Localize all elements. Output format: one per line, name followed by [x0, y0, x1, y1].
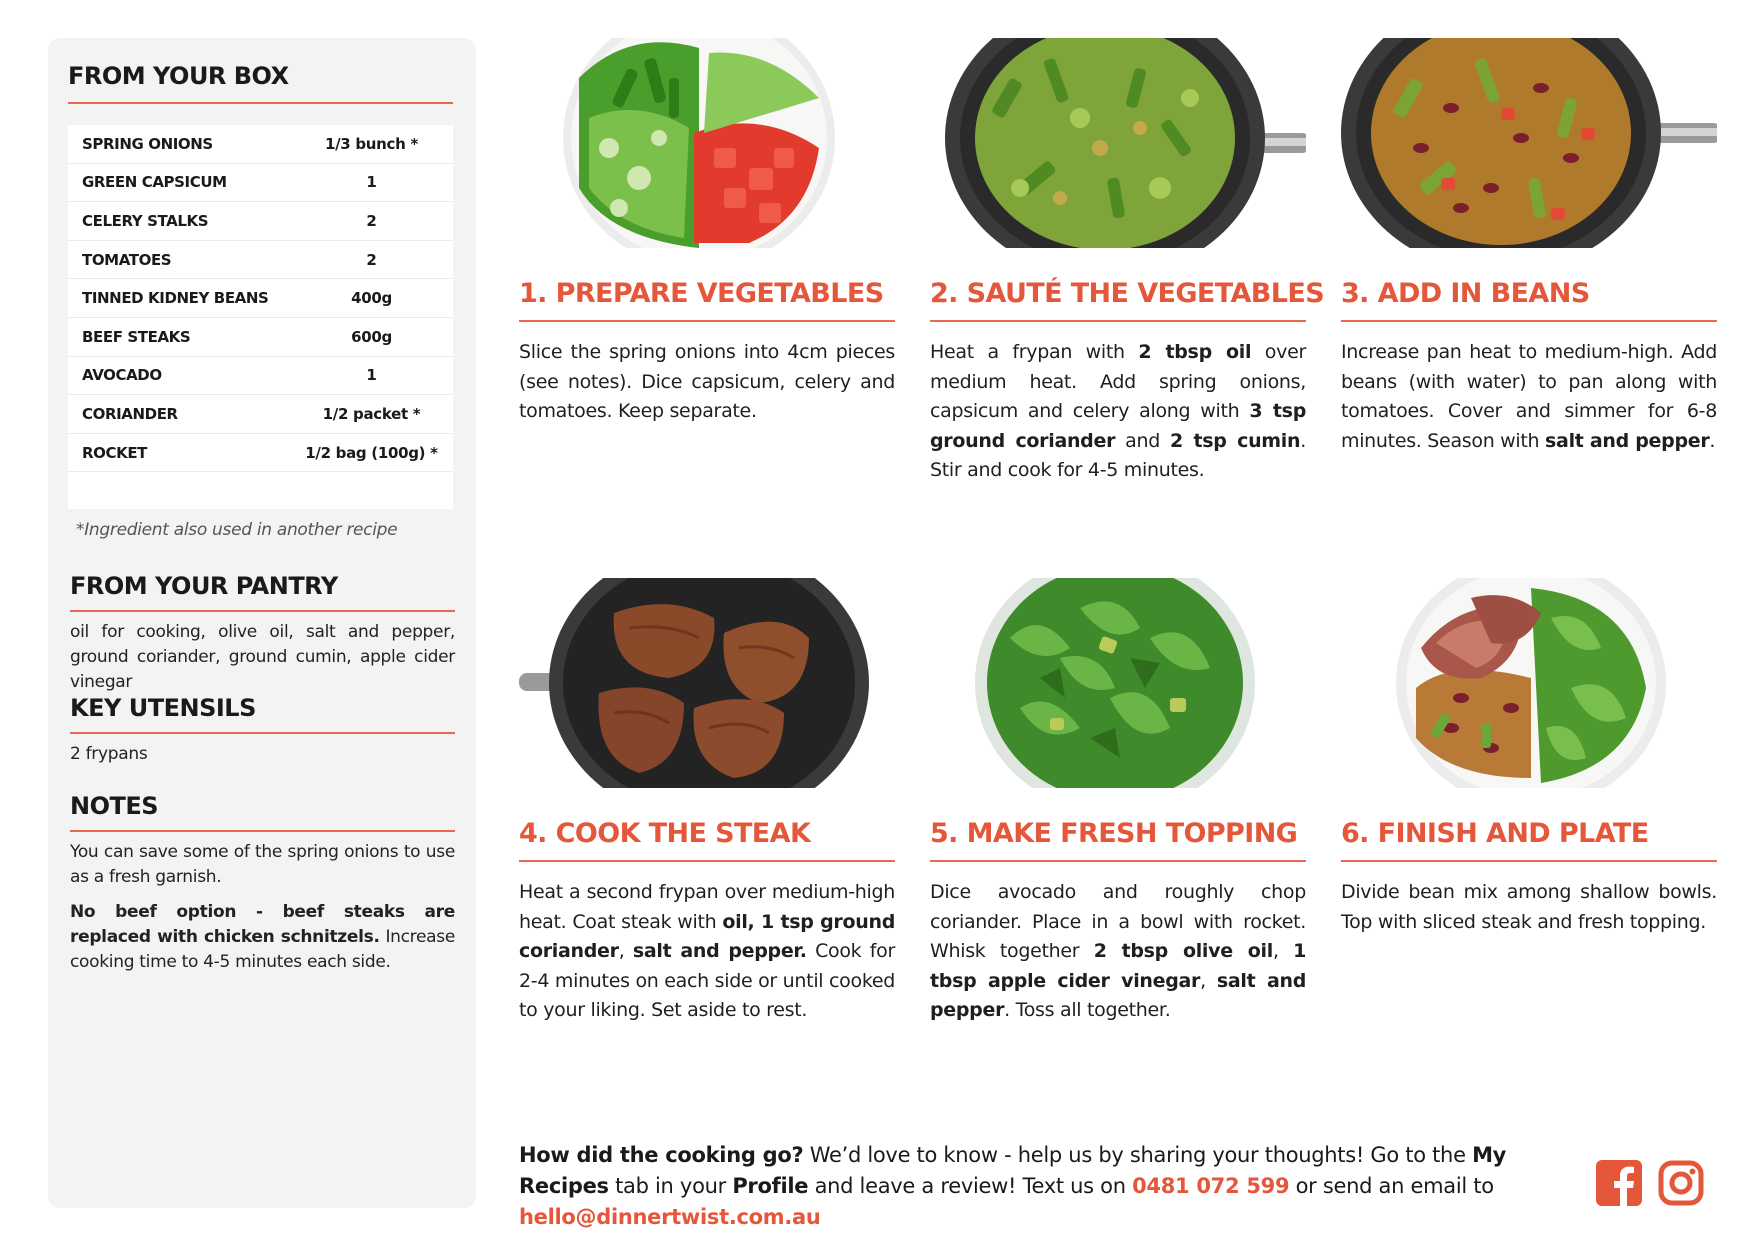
instruction-text: and [1115, 429, 1170, 452]
feedback-question: How did the cooking go? [519, 1143, 804, 1167]
instagram-icon[interactable] [1658, 1160, 1704, 1206]
step-6-title: 6. FINISH AND PLATE [1341, 818, 1649, 849]
ingredient-name: BEEF STEAKS [82, 327, 191, 346]
table-row [68, 279, 453, 318]
divider [930, 320, 1306, 322]
step-1-title: 1. PREPARE VEGETABLES [519, 278, 884, 309]
ingredient-name: ROCKET [82, 443, 148, 462]
ingredient-name: CELERY STALKS [82, 211, 209, 230]
facebook-icon[interactable] [1596, 1160, 1642, 1206]
table-row [68, 241, 453, 280]
footer-text: or send an email to [1289, 1174, 1494, 1198]
ingredient-quantity: 2 [366, 250, 377, 269]
ingredient-quantity: 400g [351, 289, 392, 308]
step-5-body [930, 878, 1306, 1026]
instruction-text: Slice the spring onions into 4cm pieces (see notes). Dice capsicum, celery and tomatoes. Keep separate. [519, 341, 895, 422]
instruction-text: , [1200, 969, 1217, 992]
step-1-body [519, 338, 895, 427]
bold-ingredient: salt and pepper. [632, 940, 807, 962]
instruction-text: , [618, 940, 633, 962]
bold-ingredient: 2 tbsp olive oil [1093, 940, 1273, 962]
footer-text: tab in your [608, 1174, 733, 1198]
ingredient-quantity: 1/2 bag (100g) * [305, 443, 438, 462]
utensils-title: KEY UTENSILS [70, 694, 256, 722]
instruction-text: . Stir and cook for 4-5 minutes. [930, 429, 1306, 481]
table-row [68, 318, 453, 357]
ingredient-name: SPRING ONIONS [82, 134, 213, 153]
steaks-pan-photo [519, 578, 895, 788]
my-recipes-link[interactable]: My Recipes [519, 1143, 1507, 1198]
ingredient-name: GREEN CAPSICUM [82, 173, 227, 192]
table-row [68, 202, 453, 241]
feedback-footer [519, 1140, 1579, 1233]
table-row [68, 434, 453, 473]
ingredient-quantity: 1/2 packet * [322, 404, 421, 423]
step-2-body [930, 338, 1306, 486]
notes-rest: Increase cooking time to 4-5 minutes each side. [70, 927, 455, 972]
bold-ingredient: 2 tbsp oil [1138, 341, 1252, 363]
divider [1341, 320, 1717, 322]
bold-ingredient: salt and pepper [1545, 429, 1710, 452]
ingredient-footnote: *Ingredient also used in another recipe [76, 520, 398, 540]
divider [519, 320, 895, 322]
table-row [68, 125, 453, 164]
bold-ingredient: oil, 1 tsp ground coriander [519, 910, 895, 962]
instruction-text: Dice avocado and roughly chop coriander. Place in a bowl with rocket. Whisk together [930, 881, 1306, 962]
box-ingredients-table [68, 125, 453, 509]
table-row [68, 395, 453, 434]
step-4-title: 4. COOK THE STEAK [519, 818, 811, 849]
bold-ingredient: 2 tsp cumin [1169, 429, 1301, 452]
divider [930, 860, 1306, 862]
step-4-body [519, 878, 895, 1026]
step-3-body [1341, 338, 1717, 456]
instruction-text: , [1272, 940, 1294, 962]
sauteed-vegetables-photo [930, 38, 1306, 248]
beans-vegetables-photo [1341, 38, 1717, 248]
chopped-vegetables-photo [519, 38, 895, 248]
step-2-title: 2. SAUTÉ THE VEGETABLES [930, 278, 1325, 309]
plated-dish-photo [1341, 578, 1717, 788]
divider [70, 610, 455, 612]
ingredient-name: TOMATOES [82, 250, 172, 269]
phone-link[interactable]: 0481 072 599 [1132, 1174, 1290, 1198]
instruction-text: Heat a second frypan over medium-high heat. Coat steak with [519, 881, 895, 933]
step-3-title: 3. ADD IN BEANS [1341, 278, 1590, 309]
ingredient-quantity: 2 [366, 211, 377, 230]
profile-link[interactable]: Profile [732, 1174, 809, 1198]
utensils-text: 2 frypans [70, 744, 148, 764]
step-5-title: 5. MAKE FRESH TOPPING [930, 818, 1298, 849]
pantry-text: oil for cooking, olive oil, salt and pepper, ground coriander, ground cumin, apple cider vinegar [70, 622, 455, 692]
notes-text-1: You can save some of the spring onions to use as a fresh garnish. [70, 842, 455, 887]
rocket-salad-photo [930, 578, 1306, 788]
table-row [68, 357, 453, 396]
bold-ingredient: 3 tsp ground coriander [930, 400, 1306, 452]
divider [519, 860, 895, 862]
ingredient-name: CORIANDER [82, 404, 178, 423]
bold-ingredient: salt and pepper [930, 969, 1306, 1021]
table-row [68, 164, 453, 203]
box-title: FROM YOUR BOX [68, 62, 289, 90]
divider [70, 830, 455, 832]
step-6-body [1341, 878, 1717, 937]
divider [68, 102, 453, 104]
instruction-text: Increase pan heat to medium-high. Add beans (with water) to pan along with tomatoes. Cover and simmer for 6-8 minutes. Season with [1341, 341, 1717, 452]
notes-bold: No beef option - beef steaks are replaced with chicken schnitzels. [70, 902, 455, 947]
instruction-text: . Toss all together. [1004, 999, 1171, 1021]
divider [70, 732, 455, 734]
ingredient-name: TINNED KIDNEY BEANS [82, 289, 269, 308]
email-link[interactable]: hello@dinnertwist.com.au [519, 1205, 821, 1229]
bold-ingredient: 1 tbsp apple cider vinegar [930, 940, 1306, 992]
divider [1341, 860, 1717, 862]
ingredient-quantity: 1 [366, 173, 377, 192]
ingredients-sidebar [48, 38, 476, 1208]
instruction-text: Heat a frypan with [930, 341, 1139, 363]
footer-text: and leave a review! Text us on [808, 1174, 1133, 1198]
ingredient-quantity: 600g [351, 327, 392, 346]
ingredient-quantity: 1 [366, 366, 377, 385]
ingredient-quantity: 1/3 bunch * [324, 134, 418, 153]
instruction-text: Cook for 2-4 minutes on each side or until cooked to your liking. Set aside to rest. [519, 940, 895, 1021]
notes-title: NOTES [70, 792, 159, 820]
notes-text-2 [70, 900, 455, 975]
instruction-text: Divide bean mix among shallow bowls. Top with sliced steak and fresh topping. [1341, 881, 1717, 933]
instruction-text: . [1709, 429, 1716, 452]
instruction-text: over medium heat. Add spring onions, capsicum and celery along with [930, 341, 1306, 422]
pantry-title: FROM YOUR PANTRY [70, 572, 338, 600]
ingredient-name: AVOCADO [82, 366, 162, 385]
footer-text: We’d love to know - help us by sharing your thoughts! Go to the [803, 1143, 1473, 1167]
